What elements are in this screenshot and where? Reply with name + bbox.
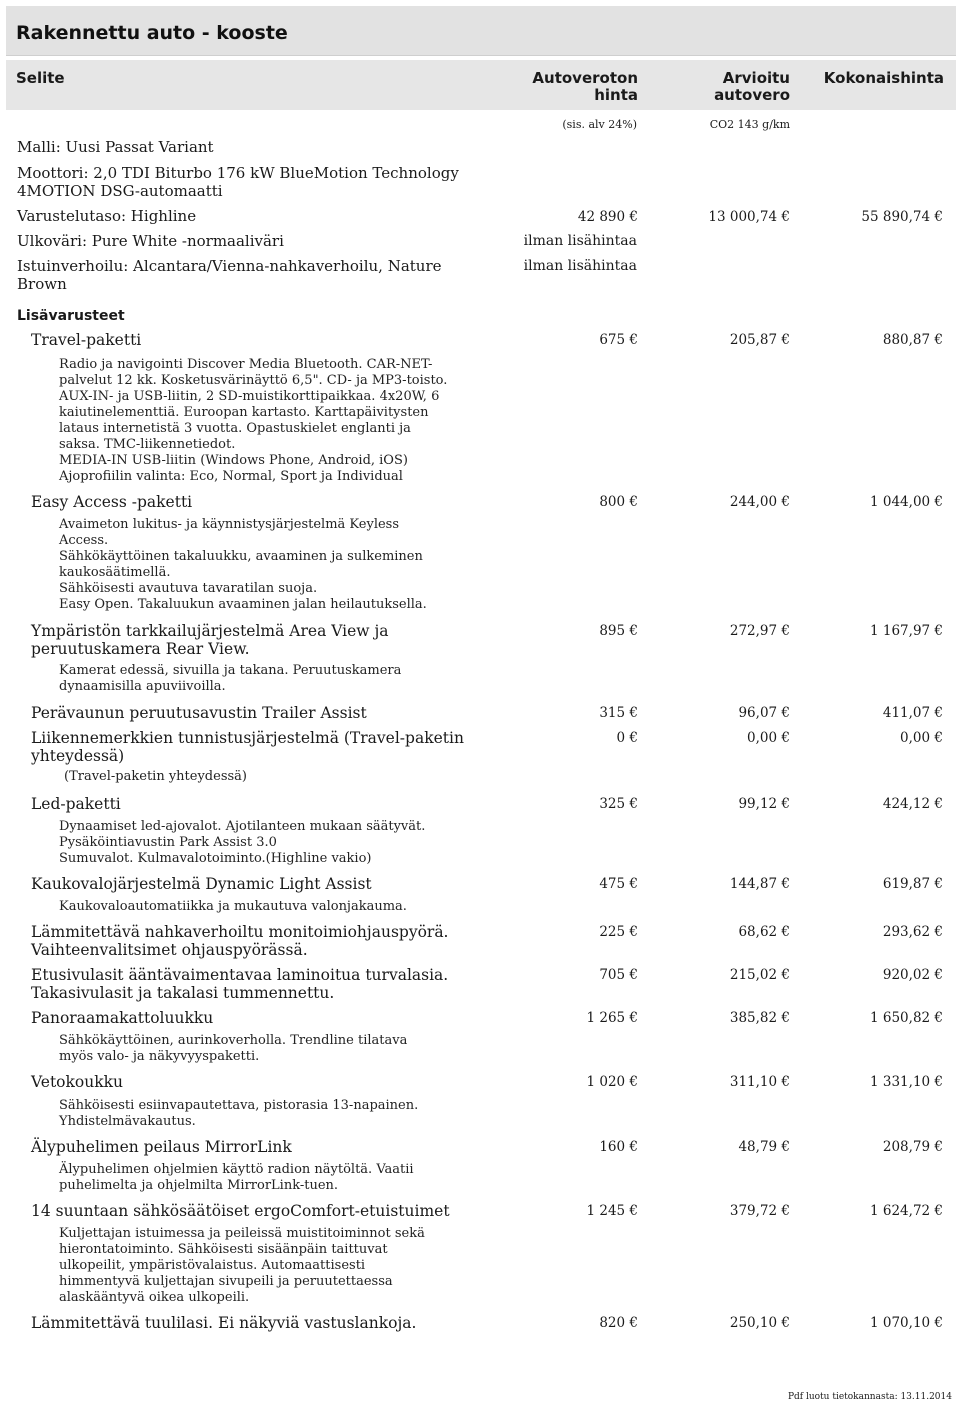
option-total: 1 167,97 € bbox=[870, 623, 943, 639]
description-line: Kaukovaloautomatiikka ja mukautuva valonjakauma. bbox=[59, 899, 407, 914]
header-est-tax: Arvioitu autovero bbox=[714, 69, 790, 104]
car-engine: Moottori: 2,0 TDI Biturbo 176 kW BlueMotion Technology 4MOTION DSG-automaatti bbox=[17, 164, 459, 200]
option-tax: 385,82 € bbox=[729, 1010, 790, 1026]
option-name: Liikennemerkkien tunnistusjärjestelmä (Travel-paketin yhteydessä) bbox=[31, 729, 464, 765]
description-line: Dynaamiset led-ajovalot. Ajotilanteen mukaan säätyvät. bbox=[59, 819, 426, 834]
option-description bbox=[59, 899, 479, 915]
option-tax: 215,02 € bbox=[729, 967, 790, 983]
option-price: 1 020 € bbox=[586, 1074, 638, 1090]
option-tax: 0,00 € bbox=[747, 730, 790, 746]
option-description bbox=[59, 517, 479, 613]
description-line: alaskääntyvä oikea ulkopeili. bbox=[59, 1290, 250, 1305]
description-line: kaukosäätimellä. bbox=[59, 565, 171, 580]
option-name: Lämmitettävä nahkaverhoiltu monitoimiohjauspyörä. Vaihteenvalitsimet ohjauspyörässä. bbox=[31, 923, 449, 959]
option-name: Etusivulasit ääntävaimentavaa laminoitua turvalasia. Takasivulasit ja takalasi tummennettu. bbox=[31, 966, 449, 1002]
description-line: Sähköisesti esiinvapautettava, pistorasia 13-napainen. bbox=[59, 1098, 419, 1113]
option-total: 293,62 € bbox=[882, 924, 943, 940]
upholstery-note: ilman lisähintaa bbox=[523, 258, 637, 274]
description-line: palvelut 12 kk. Kosketusvärinäyttö 6,5". CD- ja MP3-toisto. bbox=[59, 373, 448, 388]
description-line: AUX-IN- ja USB-liitin, 2 SD-muistikorttipaikkaa. 4x20W, 6 bbox=[59, 389, 440, 404]
header-price-sub: (sis. alv 24%) bbox=[562, 118, 637, 131]
option-total: 411,07 € bbox=[882, 705, 943, 721]
option-price: 225 € bbox=[599, 924, 638, 940]
option-price: 820 € bbox=[599, 1315, 638, 1331]
option-name: Panoraamakattoluukku bbox=[31, 1009, 214, 1027]
car-trim: Varustelutaso: Highline bbox=[17, 207, 197, 225]
option-name: 14 suuntaan sähkösäätöiset ergoComfort-etuistuimet bbox=[31, 1202, 450, 1220]
option-description bbox=[59, 663, 479, 695]
option-tax: 96,07 € bbox=[738, 705, 790, 721]
option-tax: 311,10 € bbox=[729, 1074, 790, 1090]
option-price: 705 € bbox=[599, 967, 638, 983]
section-title: Lisävarusteet bbox=[17, 308, 125, 324]
color-note: ilman lisähintaa bbox=[523, 233, 637, 249]
option-price: 675 € bbox=[599, 332, 638, 348]
description-line: Ajoprofiilin valinta: Eco, Normal, Sport ja Individual bbox=[59, 469, 403, 484]
option-price: 1 245 € bbox=[586, 1203, 638, 1219]
description-line: lataus internetistä 3 vuotta. Opastuskielet englanti ja bbox=[59, 421, 411, 436]
description-line: Kamerat edessä, sivuilla ja takana. Peruutuskamera bbox=[59, 663, 402, 678]
header-price-excl-tax: Autoveroton hinta bbox=[532, 69, 638, 104]
car-model: Malli: Uusi Passat Variant bbox=[17, 138, 214, 156]
option-description bbox=[59, 357, 479, 485]
car-upholstery: Istuinverhoilu: Alcantara/Vienna-nahkaverhoilu, Nature Brown bbox=[17, 257, 442, 293]
description-line: Access. bbox=[59, 533, 109, 548]
description-line: Sumuvalot. Kulmavalotoiminto.(Highline vakio) bbox=[59, 851, 372, 866]
option-name: Travel-paketti bbox=[31, 331, 142, 349]
option-description bbox=[64, 769, 484, 785]
option-price: 475 € bbox=[599, 876, 638, 892]
option-tax: 244,00 € bbox=[729, 494, 790, 510]
option-tax: 272,97 € bbox=[729, 623, 790, 639]
option-price: 1 265 € bbox=[586, 1010, 638, 1026]
description-line: Sähkökäyttöinen takaluukku, avaaminen ja sulkeminen bbox=[59, 549, 423, 564]
option-tax: 379,72 € bbox=[729, 1203, 790, 1219]
description-line: saksa. TMC-liikennetiedot. bbox=[59, 437, 236, 452]
footer-note: Pdf luotu tietokannasta: 13.11.2014 bbox=[787, 1392, 952, 1402]
description-line: Sähköisesti avautuva tavaratilan suoja. bbox=[59, 581, 318, 596]
option-total: 424,12 € bbox=[882, 796, 943, 812]
description-line: puhelimelta ja ohjelmilta MirrorLink-tuen. bbox=[59, 1178, 339, 1193]
trim-tax: 13 000,74 € bbox=[708, 209, 790, 225]
header-total: Kokonaishinta bbox=[823, 69, 944, 87]
description-line: (Travel-paketin yhteydessä) bbox=[64, 769, 247, 784]
option-total: 1 331,10 € bbox=[870, 1074, 943, 1090]
option-total: 1 070,10 € bbox=[870, 1315, 943, 1331]
option-description bbox=[59, 819, 479, 867]
table-header bbox=[6, 60, 956, 110]
description-line: kaiutinelementtiä. Euroopan kartasto. Karttapäivitysten bbox=[59, 405, 429, 420]
option-total: 920,02 € bbox=[882, 967, 943, 983]
option-description bbox=[59, 1162, 479, 1194]
option-tax: 144,87 € bbox=[729, 876, 790, 892]
option-tax: 48,79 € bbox=[738, 1139, 790, 1155]
option-price: 0 € bbox=[616, 730, 638, 746]
option-description bbox=[59, 1098, 479, 1130]
option-total: 1 624,72 € bbox=[870, 1203, 943, 1219]
description-line: dynaamisilla apuviivoilla. bbox=[59, 679, 226, 694]
option-price: 315 € bbox=[599, 705, 638, 721]
option-tax: 99,12 € bbox=[738, 796, 790, 812]
option-name: Kaukovalojärjestelmä Dynamic Light Assist bbox=[31, 875, 372, 893]
trim-total: 55 890,74 € bbox=[861, 209, 943, 225]
car-color: Ulkoväri: Pure White -normaaliväri bbox=[17, 232, 284, 250]
description-line: himmentyvä kuljettajan sivupeili ja peruutettaessa bbox=[59, 1274, 393, 1289]
option-price: 800 € bbox=[599, 494, 638, 510]
option-price: 325 € bbox=[599, 796, 638, 812]
description-line: hierontatoiminto. Sähköisesti sisäänpäin taittuvat bbox=[59, 1242, 388, 1257]
option-tax: 250,10 € bbox=[729, 1315, 790, 1331]
description-line: Sähkökäyttöinen, aurinkoverholla. Trendline tilatava bbox=[59, 1033, 408, 1048]
trim-price: 42 890 € bbox=[577, 209, 638, 225]
option-total: 1 650,82 € bbox=[870, 1010, 943, 1026]
header-selite: Selite bbox=[16, 69, 65, 87]
option-name: Perävaunun peruutusavustin Trailer Assist bbox=[31, 704, 367, 722]
option-description bbox=[59, 1226, 479, 1306]
option-tax: 68,62 € bbox=[738, 924, 790, 940]
description-line: ulkopeilit, ympäristövalaistus. Automaattisesti bbox=[59, 1258, 366, 1273]
description-line: MEDIA-IN USB-liitin (Windows Phone, Android, iOS) bbox=[59, 453, 408, 468]
description-line: Pysäköintiavustin Park Assist 3.0 bbox=[59, 835, 277, 850]
option-total: 208,79 € bbox=[882, 1139, 943, 1155]
page-title: Rakennettu auto - kooste bbox=[6, 6, 956, 56]
header-tax-sub: CO2 143 g/km bbox=[709, 118, 790, 131]
description-line: Älypuhelimen ohjelmien käyttö radion näytöltä. Vaatii bbox=[59, 1162, 414, 1177]
option-price: 895 € bbox=[599, 623, 638, 639]
option-total: 0,00 € bbox=[900, 730, 943, 746]
option-total: 619,87 € bbox=[882, 876, 943, 892]
description-line: myös valo- ja näkyvyyspaketti. bbox=[59, 1049, 260, 1064]
description-line: Radio ja navigointi Discover Media Bluetooth. CAR-NET- bbox=[59, 357, 433, 372]
option-description bbox=[59, 1033, 479, 1065]
option-total: 880,87 € bbox=[882, 332, 943, 348]
option-price: 160 € bbox=[599, 1139, 638, 1155]
option-name: Vetokoukku bbox=[31, 1073, 123, 1091]
option-name: Easy Access -paketti bbox=[31, 493, 193, 511]
option-name: Lämmitettävä tuulilasi. Ei näkyviä vastuslankoja. bbox=[31, 1314, 417, 1332]
option-total: 1 044,00 € bbox=[870, 494, 943, 510]
description-line: Easy Open. Takaluukun avaaminen jalan heilautuksella. bbox=[59, 597, 427, 612]
option-name: Ympäristön tarkkailujärjestelmä Area View ja peruutuskamera Rear View. bbox=[31, 622, 389, 658]
option-name: Älypuhelimen peilaus MirrorLink bbox=[31, 1138, 292, 1156]
option-tax: 205,87 € bbox=[729, 332, 790, 348]
description-line: Avaimeton lukitus- ja käynnistysjärjestelmä Keyless bbox=[59, 517, 400, 532]
description-line: Kuljettajan istuimessa ja peileissä muistitoiminnot sekä bbox=[59, 1226, 425, 1241]
description-line: Yhdistelmävakautus. bbox=[59, 1114, 196, 1129]
option-name: Led-paketti bbox=[31, 795, 121, 813]
